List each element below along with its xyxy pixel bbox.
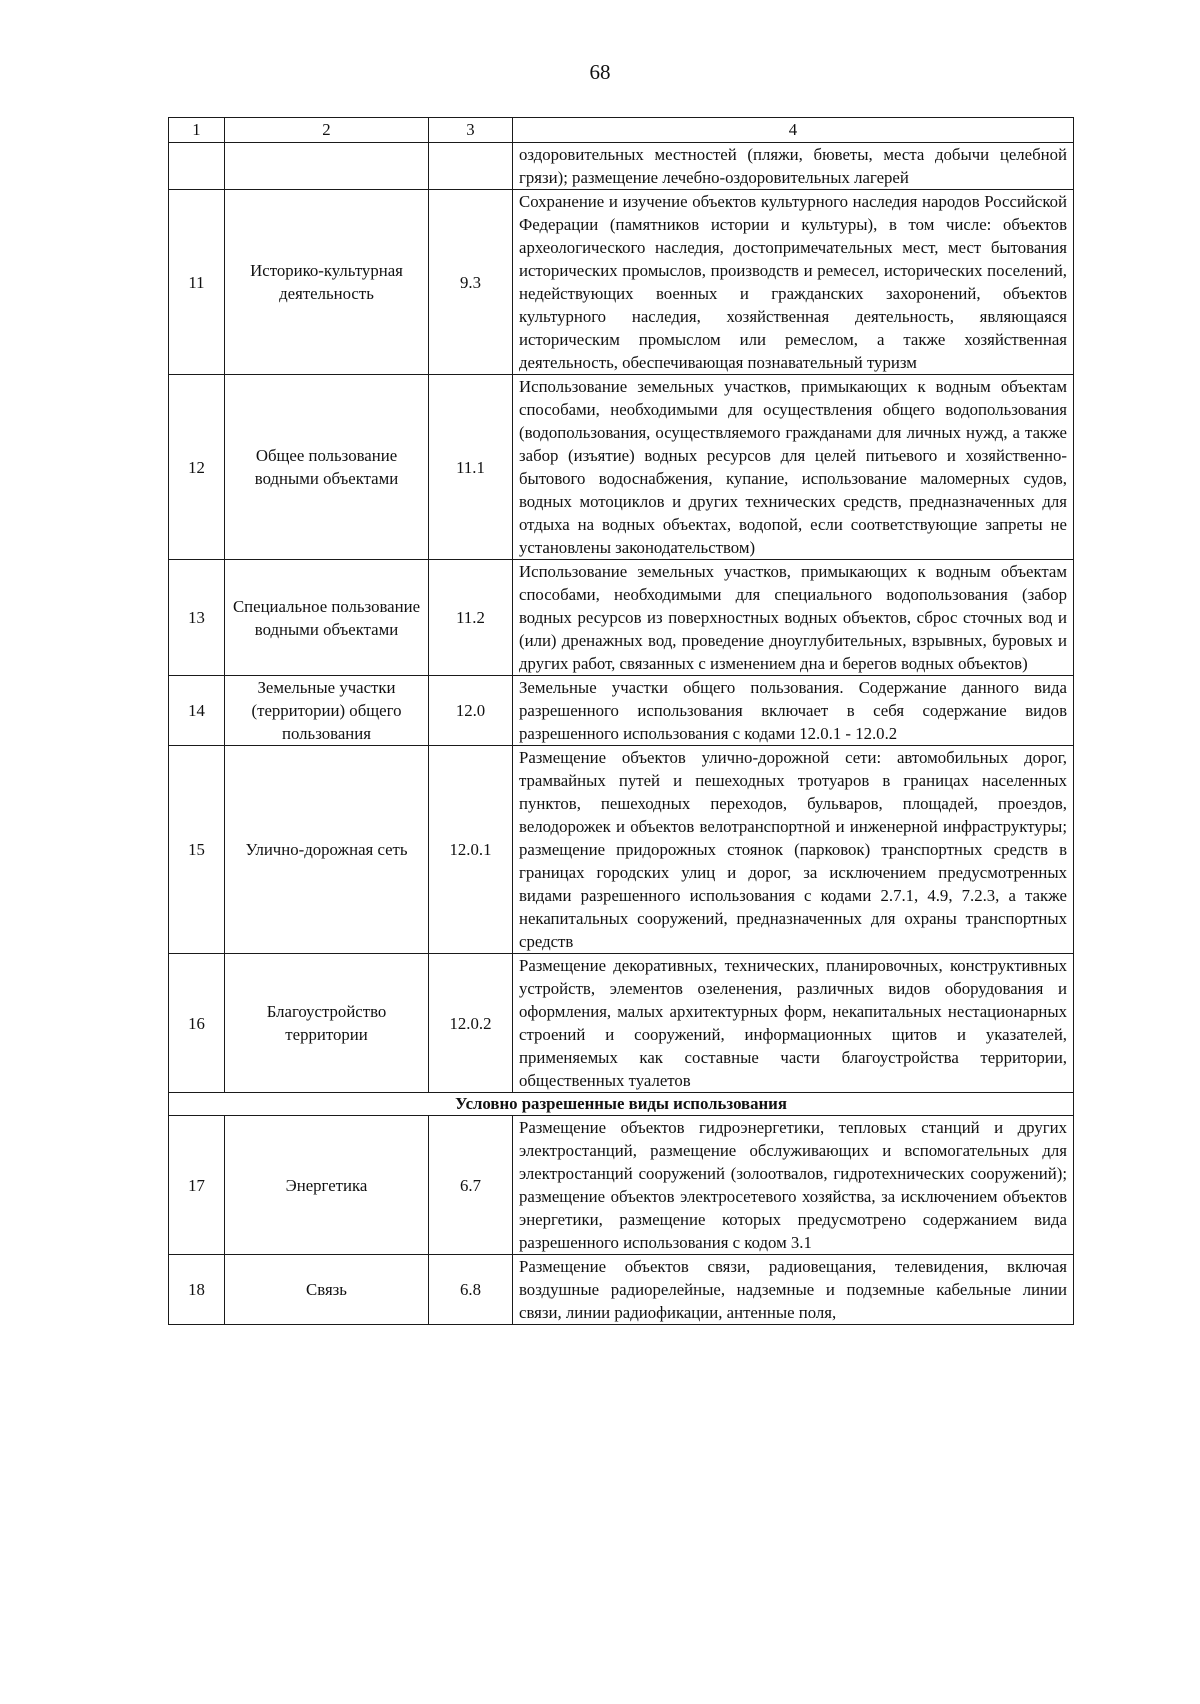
use-type-name: Общее пользование водными объектами: [225, 375, 429, 560]
land-use-table: [168, 117, 1074, 1325]
section-title: Условно разрешенные виды использования: [169, 1093, 1074, 1116]
table-row: [169, 1116, 1074, 1255]
use-type-name: Благоустройство территории: [225, 954, 429, 1093]
use-type-description: Размещение объектов гидроэнергетики, тепловых станций и других электростанций, размещение обслуживающих и вспомогательных для электростанций сооружений (золоотвалов, гидротехнических сооружений); размещение объектов электросетевого хозяйства, за исключением объектов энергетики, размещение которых предусмотрено содержанием вида разрешенного использования с кодом 3.1: [513, 1116, 1074, 1255]
table-row: [169, 375, 1074, 560]
column-header-4: 4: [513, 118, 1074, 143]
row-number: 14: [169, 676, 225, 746]
row-number: 13: [169, 560, 225, 676]
use-type-code: [429, 143, 513, 190]
use-type-name: Специальное пользование водными объектами: [225, 560, 429, 676]
table-row: [169, 143, 1074, 190]
use-type-code: 11.2: [429, 560, 513, 676]
use-type-description: Размещение объектов улично-дорожной сети: автомобильных дорог, трамвайных путей и пешеходных тротуаров в границах населенных пунктов, пешеходных переходов, бульваров, площадей, проездов, велодорожек и объектов велотранспортной и инженерной инфраструктуры; размещение придорожных стоянок (парковок) транспортных средств в границах городских улиц и дорог, за исключением предусмотренных видами разрешенного использования с кодами 2.7.1, 4.9, 7.2.3, а также некапитальных сооружений, предназначенных для охраны транспортных средств: [513, 746, 1074, 954]
use-type-name: Улично-дорожная сеть: [225, 746, 429, 954]
use-type-description: Использование земельных участков, примыкающих к водным объектам способами, необходимыми для осуществления общего водопользования (водопользования, осуществляемого гражданами для личных нужд, а также забор (изъятие) водных ресурсов для целей питьевого и хозяйственно-бытового водоснабжения, купание, использование маломерных судов, водных мотоциклов и других технических средств, предназначенных для отдыха на водных объектах, водопой, если соответствующие запреты не установлены законодательством): [513, 375, 1074, 560]
page-number: 68: [589, 60, 611, 84]
use-type-code: 12.0: [429, 676, 513, 746]
use-type-description: Земельные участки общего пользования. Содержание данного вида разрешенного использования включает в себя содержание видов разрешенного использования с кодами 12.0.1 - 12.0.2: [513, 676, 1074, 746]
table-row: [169, 1255, 1074, 1325]
section-row: [169, 1093, 1074, 1116]
use-type-name: [225, 143, 429, 190]
use-type-name: Энергетика: [225, 1116, 429, 1255]
row-number: [169, 143, 225, 190]
table-row: [169, 676, 1074, 746]
row-number: 11: [169, 190, 225, 375]
row-number: 12: [169, 375, 225, 560]
table-row: [169, 954, 1074, 1093]
use-type-description: Сохранение и изучение объектов культурного наследия народов Российской Федерации (памятников истории и культуры), в том числе: объектов археологического наследия, достопримечательных мест, мест бытования исторических промыслов, производств и ремесел, исторических поселений, недействующих военных и гражданских захоронений, объектов культурного наследия, хозяйственная деятельность, являющаяся историческим промыслом или ремеслом, а также хозяйственная деятельность, обеспечивающая познавательный туризм: [513, 190, 1074, 375]
use-type-code: 9.3: [429, 190, 513, 375]
column-header-2: 2: [225, 118, 429, 143]
use-type-name: Историко-культурная деятельность: [225, 190, 429, 375]
use-type-description: Использование земельных участков, примыкающих к водным объектам способами, необходимыми для специального водопользования (забор водных ресурсов из поверхностных водных объектов, сброс сточных вод и (или) дренажных вод, проведение дноуглубительных, взрывных, буровых и других работ, связанных с изменением дна и берегов водных объектов): [513, 560, 1074, 676]
use-type-code: 11.1: [429, 375, 513, 560]
use-type-name: Земельные участки (территории) общего пользования: [225, 676, 429, 746]
table-header-row: [169, 118, 1074, 143]
row-number: 18: [169, 1255, 225, 1325]
use-type-name: Связь: [225, 1255, 429, 1325]
use-type-description: Размещение декоративных, технических, планировочных, конструктивных устройств, элементов озеленения, различных видов оборудования и оформления, малых архитектурных форм, некапитальных нестационарных строений и сооружений, информационных щитов и указателей, применяемых как составные части благоустройства территории, общественных туалетов: [513, 954, 1074, 1093]
table-row: [169, 746, 1074, 954]
use-type-description: Размещение объектов связи, радиовещания, телевидения, включая воздушные радиорелейные, надземные и подземные кабельные линии связи, линии радиофикации, антенные поля,: [513, 1255, 1074, 1325]
row-number: 17: [169, 1116, 225, 1255]
row-number: 15: [169, 746, 225, 954]
use-type-code: 12.0.1: [429, 746, 513, 954]
row-number: 16: [169, 954, 225, 1093]
use-type-code: 6.8: [429, 1255, 513, 1325]
column-header-3: 3: [429, 118, 513, 143]
use-type-code: 12.0.2: [429, 954, 513, 1093]
table-row: [169, 190, 1074, 375]
table-row: [169, 560, 1074, 676]
use-type-code: 6.7: [429, 1116, 513, 1255]
use-type-description: оздоровительных местностей (пляжи, бюветы, места добычи целебной грязи); размещение лечебно-оздоровительных лагерей: [513, 143, 1074, 190]
column-header-1: 1: [169, 118, 225, 143]
